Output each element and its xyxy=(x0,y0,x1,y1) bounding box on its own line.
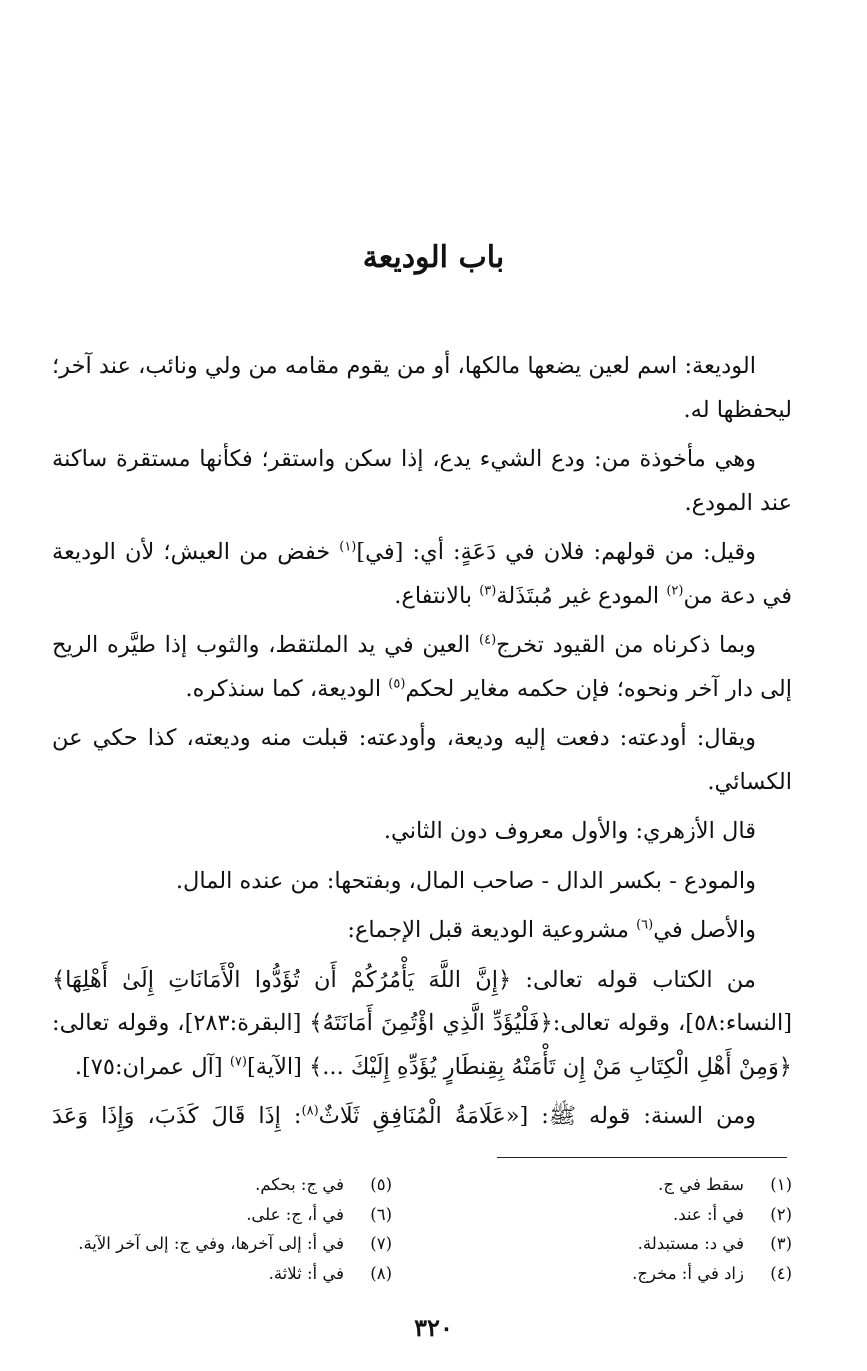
footnote-text: في أ: عند. xyxy=(672,1204,744,1224)
paragraph-legitimacy xyxy=(52,909,792,953)
chapter-title: باب الوديعة xyxy=(362,240,505,275)
page-number: ٣٢٠ xyxy=(414,1313,453,1342)
paragraph-definition: الوديعة: اسم لعين يضعها مالكها، أو من يقوم مقامه من ولي ونائب، عند آخر؛ ليحفظها له. xyxy=(52,353,792,423)
paragraph-text: والأصل في xyxy=(653,917,756,943)
paragraph-sunnah-evidence xyxy=(52,1095,792,1139)
paragraph-text: من الكتاب قوله تعالى: ﴿إِنَّ اللَّهَ يَأْمُرُكُمْ أَن تُؤَدُّوا الْأَمَانَاتِ إِلَىٰ أَهْلِهَا﴾ [النساء:٥٨]، وقوله تعالى:﴿فَلْيُؤَدِّ الَّذِي اؤْتُمِنَ أَمَانَتَهُ﴾ [البقرة:٢٨٣]، وقوله تعالى: ﴿وَمِنْ أَهْلِ الْكِتَابِ مَنْ إِن تَأْمَنْهُ بِقِنطَارٍ يُؤَدِّهِ إِلَيْكَ ...﴾ [الآية] xyxy=(52,966,792,1080)
footnote-number: (٤) xyxy=(770,1263,792,1283)
main-text xyxy=(52,345,792,1145)
footnote-text: زاد في أ: مخرج. xyxy=(632,1263,744,1283)
footnote-ref: (٥) xyxy=(388,676,406,691)
footnote-ref: (٧) xyxy=(229,1054,247,1069)
footnotes-column-right xyxy=(442,1170,792,1288)
paragraph-text: وقيل: من قولهم: فلان في دَعَةٍ: أي: [في] xyxy=(356,539,757,565)
footnote xyxy=(442,1170,792,1200)
footnote-number: (٥) xyxy=(370,1175,392,1194)
paragraph-text: بالانتفاع. xyxy=(394,582,480,609)
footnote xyxy=(442,1229,792,1259)
footnote-number: (٣) xyxy=(770,1234,792,1253)
footnotes-column-left xyxy=(42,1170,392,1288)
footnote-ref: (٢) xyxy=(666,583,684,598)
paragraph-text: وبما ذكرناه من القيود تخرج xyxy=(496,632,756,658)
footnote-number: (٨) xyxy=(370,1263,392,1283)
paragraph-text: المودع غير مُبتَذَلة xyxy=(496,582,667,609)
paragraph-alternate-etymology xyxy=(52,531,792,618)
footnote xyxy=(42,1170,392,1200)
footnote-separator xyxy=(497,1157,787,1158)
paragraph-text: ومن السنة: قوله ﷺ: [«عَلَامَةُ الْمُنَافِقِ ثَلَاثٌ xyxy=(318,1103,756,1129)
footnote-number: (٢) xyxy=(770,1204,792,1224)
footnote xyxy=(42,1259,392,1289)
paragraph-text: مشروعية الوديعة قبل الإجماع: xyxy=(347,917,637,943)
paragraph-text: الوديعة، كما سنذكره. xyxy=(185,675,389,702)
footnote-ref: (٦) xyxy=(636,917,654,933)
footnote xyxy=(442,1200,792,1230)
footnote-text: في أ، ج: على. xyxy=(246,1204,344,1224)
footnote-ref: (٣) xyxy=(479,583,497,598)
footnote-text: في أ: ثلاثة. xyxy=(268,1263,344,1283)
paragraph-quran-evidence xyxy=(52,959,792,1090)
paragraph-text: [آل عمران:٧٥]. xyxy=(74,1053,230,1080)
footnote-ref: (٨) xyxy=(301,1103,319,1119)
footnote xyxy=(42,1200,392,1230)
paragraph-text: العين في يد الملتقط، والثوب إذا طيَّره الريح إلى دار آخر ونحوه؛ فإن حكمه مغاير لحكم xyxy=(52,632,792,702)
paragraph-exclusions xyxy=(52,624,792,711)
paragraph-text: : إِذَا قَالَ كَذَبَ، وَإِذَا وَعَدَ xyxy=(52,1103,302,1129)
footnote-ref: (١) xyxy=(339,539,357,555)
paragraph-depositor: والمودع - بكسر الدال - صاحب المال، وبفتحها: من عنده المال. xyxy=(175,867,756,894)
paragraph-text: خفض من العيش؛ لأن الوديعة في دعة من xyxy=(52,539,792,609)
footnote-number: (١) xyxy=(770,1175,792,1194)
paragraph-azhari: قال الأزهري: والأول معروف دون الثاني. xyxy=(383,818,756,844)
paragraph-usage: ويقال: أودعته: دفعت إليه وديعة، وأودعته: قبلت منه وديعته، كذا حكي عن الكسائي. xyxy=(52,725,792,795)
footnote xyxy=(42,1229,392,1259)
footnote xyxy=(442,1259,792,1289)
footnote-number: (٦) xyxy=(370,1204,392,1224)
paragraph-etymology: وهي مأخوذة من: ودع الشيء يدع، إذا سكن واستقر؛ فكأنها مستقرة ساكنة عند المودع. xyxy=(52,446,792,516)
footnote-number: (٧) xyxy=(370,1234,392,1253)
footnote-text: سقط في ج. xyxy=(658,1175,744,1194)
footnote-ref: (٤) xyxy=(479,632,497,648)
footnote-text: في أ: إلى آخرها، وفي ج: إلى آخر الآية. xyxy=(78,1234,344,1253)
footnote-text: في د: مستبدلة. xyxy=(637,1234,744,1253)
footnote-text: في ج: بحكم. xyxy=(255,1175,344,1194)
